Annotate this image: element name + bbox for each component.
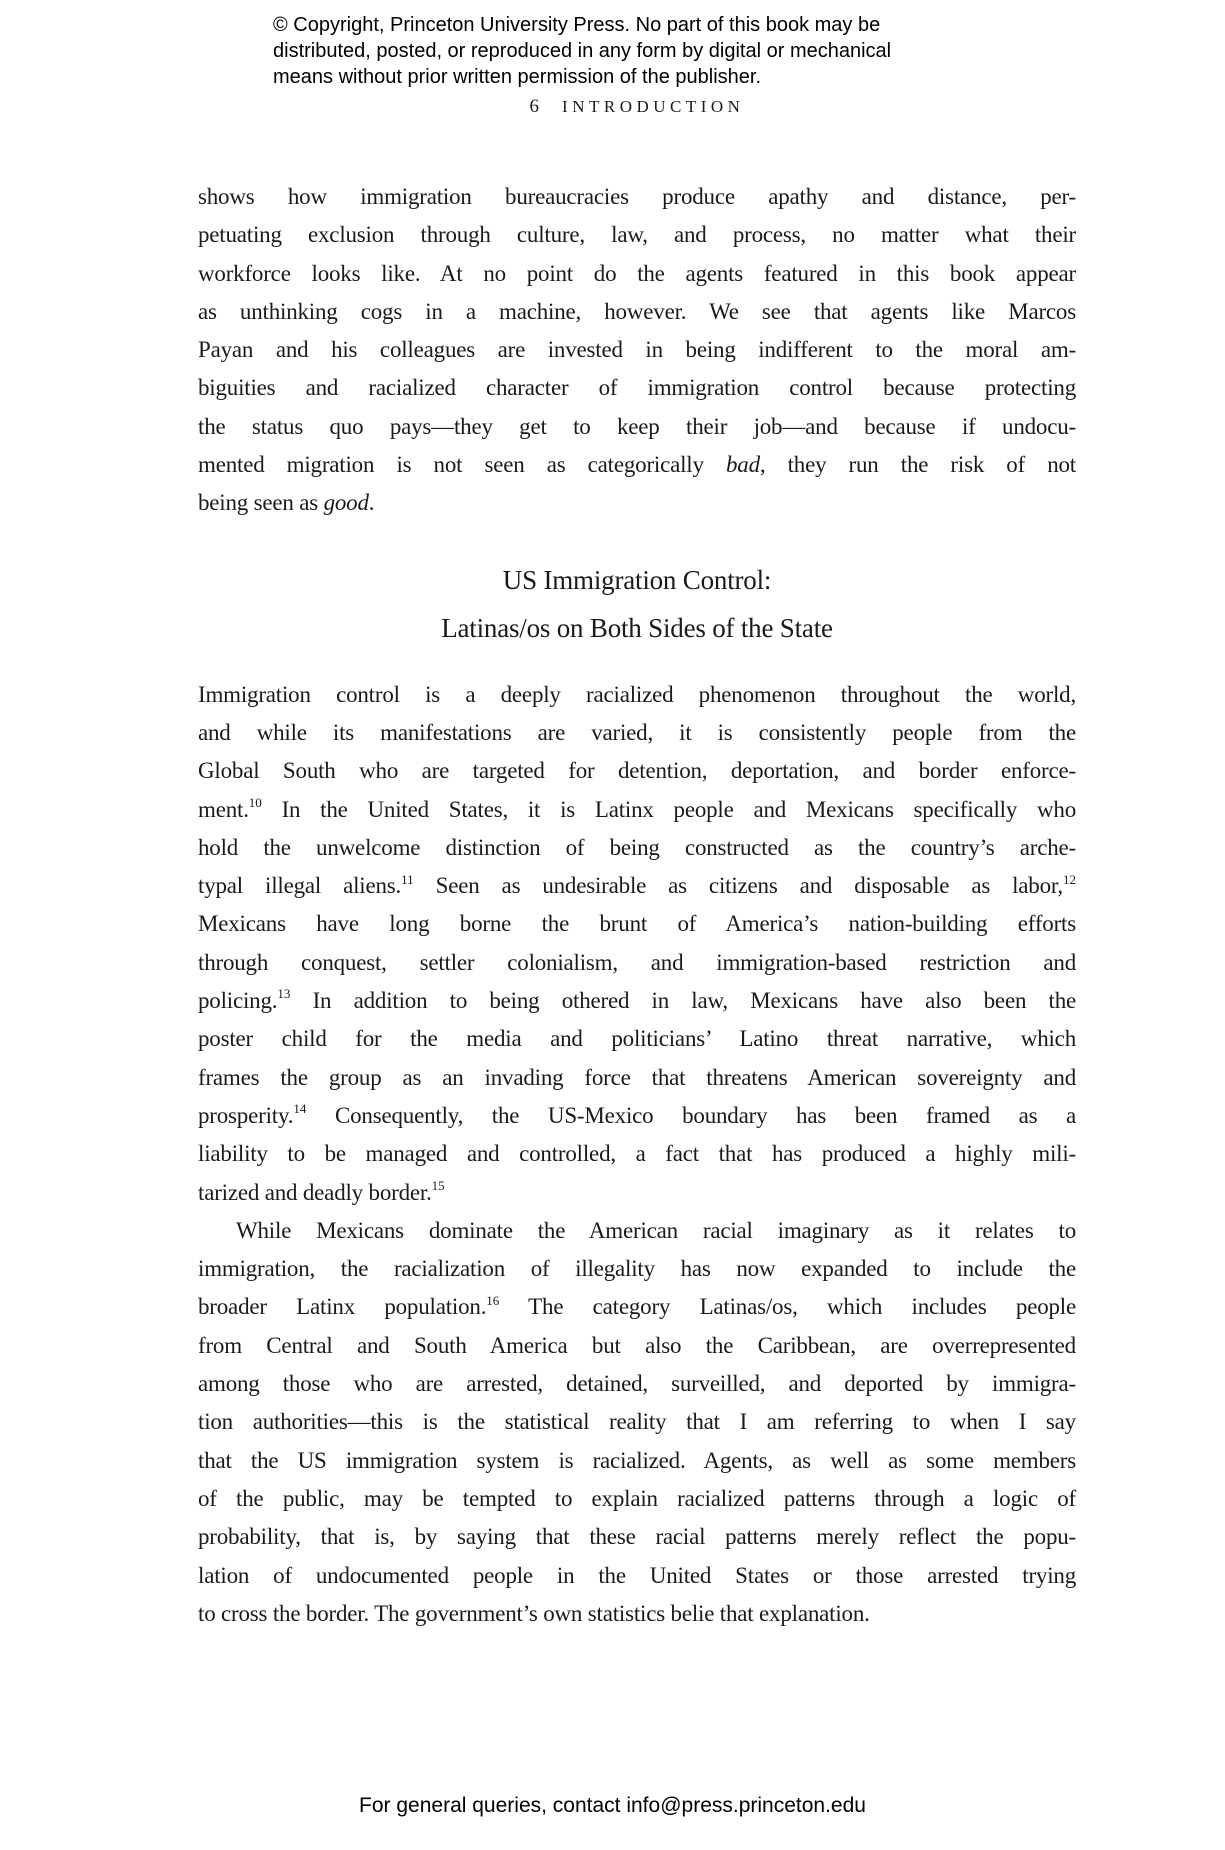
text-run: and while its manifestations are varied, it is consistently people from the xyxy=(198,719,1076,745)
text-line xyxy=(198,982,1076,1020)
page-footer: For general queries, contact info@press.princeton.edu xyxy=(359,1794,866,1817)
text-run: that the US immigration system is racialized. Agents, as well as some members xyxy=(198,1447,1076,1473)
text-run: frames the group as an invading force that threatens American sovereignty and xyxy=(198,1064,1076,1090)
paragraph xyxy=(198,676,1076,1212)
running-head xyxy=(198,96,1076,118)
text-run: mented migration is not seen as categorically xyxy=(198,452,726,478)
text-run: among those who are arrested, detained, surveilled, and deported by immigra- xyxy=(198,1371,1076,1397)
footnote-ref: 16 xyxy=(486,1292,500,1308)
text-run: probability, that is, by saying that these racial patterns merely reflect the popu- xyxy=(198,1524,1076,1550)
text-run: In the United States, it is Latinx people and Mexicans specifically who xyxy=(261,796,1076,822)
text-line xyxy=(198,446,1076,484)
text-run: Seen as undesirable as citizens and disposable as labor, xyxy=(413,873,1063,899)
text-line xyxy=(198,905,1076,943)
section-heading xyxy=(198,556,1076,652)
text-line xyxy=(198,369,1076,407)
text-run: petuating exclusion through culture, law, and process, no matter what their xyxy=(198,222,1076,248)
text-run: tarized and deadly border. xyxy=(198,1179,432,1205)
text-run: shows how immigration bureaucracies produce apathy and distance, per- xyxy=(198,184,1076,209)
text-run: Payan and his colleagues are invested in being indifferent to the moral am- xyxy=(198,337,1076,363)
copyright-line: distributed, posted, or reproduced in any form by digital or mechanical xyxy=(273,40,892,62)
text-line xyxy=(198,1442,1076,1480)
text-run: . xyxy=(368,490,375,516)
text-run: through conquest, settler colonialism, and immigration-based restriction and xyxy=(198,949,1076,975)
page-number: 6 xyxy=(529,96,541,117)
text-line xyxy=(198,1403,1076,1441)
text-run: liability to be managed and controlled, a fact that has produced a highly mili- xyxy=(198,1141,1076,1167)
text-line xyxy=(198,178,1076,216)
footnote-ref: 13 xyxy=(277,986,291,1002)
text-line xyxy=(198,1480,1076,1518)
text-run: being seen as xyxy=(198,490,324,516)
text-line xyxy=(198,1365,1076,1403)
text-run: typal illegal aliens. xyxy=(198,873,402,899)
text-line xyxy=(198,791,1076,829)
copyright-notice xyxy=(273,12,891,90)
text-line xyxy=(198,1097,1076,1135)
text-run: of the public, may be tempted to explain racialized patterns through a logic of xyxy=(198,1485,1076,1511)
text-line xyxy=(198,216,1076,254)
text-line xyxy=(198,1327,1076,1365)
text-line xyxy=(198,1212,1076,1250)
text-run: tion authorities—this is the statistical reality that I am referring to when I say xyxy=(198,1409,1076,1435)
emphasis-text: bad xyxy=(725,452,760,478)
text-run: Global South who are targeted for detention, deportation, and border enforce- xyxy=(198,758,1076,784)
text-line xyxy=(198,1557,1076,1595)
text-run: hold the unwelcome distinction of being constructed as the country’s arche- xyxy=(198,834,1076,860)
copyright-line: © Copyright, Princeton University Press. No part of this book may be xyxy=(273,14,881,36)
text-line xyxy=(198,293,1076,331)
footnote-ref: 12 xyxy=(1063,871,1076,887)
text-run: to cross the border. The government’s own statistics belie that explanation. xyxy=(198,1600,870,1626)
text-line xyxy=(198,1250,1076,1288)
footnote-ref: 11 xyxy=(401,871,414,887)
footnote-ref: 10 xyxy=(248,794,262,810)
footnote-ref: 14 xyxy=(293,1101,307,1117)
text-line xyxy=(198,867,1076,905)
text-run: as unthinking cogs in a machine, however. We see that agents like Marcos xyxy=(198,298,1076,324)
text-line xyxy=(198,408,1076,446)
text-run: , they run the risk of not xyxy=(759,452,1076,478)
copyright-line: means without prior written permission of the publisher. xyxy=(273,66,762,88)
text-run: from Central and South America but also the Caribbean, are overrepresented xyxy=(198,1332,1076,1358)
text-run: broader Latinx population. xyxy=(198,1294,487,1320)
text-run: policing. xyxy=(198,988,278,1014)
emphasis-text: good xyxy=(323,490,369,516)
text-line xyxy=(198,1518,1076,1556)
text-run: lation of undocumented people in the United States or those arrested trying xyxy=(198,1562,1076,1588)
text-run: the status quo pays—they get to keep their job—and because if undocu- xyxy=(198,413,1076,439)
text-line xyxy=(198,255,1076,293)
text-run: In addition to being othered in law, Mexicans have also been the xyxy=(290,988,1076,1014)
text-line xyxy=(198,1135,1076,1173)
text-run: The category Latinas/os, which includes people xyxy=(499,1294,1076,1320)
paragraph xyxy=(198,178,1076,523)
text-line xyxy=(198,1020,1076,1058)
text-line xyxy=(198,1059,1076,1097)
text-run: Immigration control is a deeply racialized phenomenon throughout the world, xyxy=(198,681,1076,707)
text-run: While Mexicans dominate the American racial imaginary as it relates to xyxy=(236,1217,1076,1243)
text-run: biguities and racialized character of immigration control because protecting xyxy=(198,375,1076,401)
text-line xyxy=(198,829,1076,867)
running-head-title: INTRODUCTION xyxy=(562,97,745,116)
text-run: Consequently, the US-Mexico boundary has been framed as a xyxy=(306,1102,1076,1128)
text-line xyxy=(198,714,1076,752)
text-run: Mexicans have long borne the brunt of America’s nation-building efforts xyxy=(198,911,1076,937)
text-line xyxy=(198,1595,1076,1633)
text-run: immigration, the racialization of illegality has now expanded to include the xyxy=(198,1256,1076,1282)
section-heading-line: US Immigration Control: xyxy=(502,564,772,595)
text-line xyxy=(198,1174,1076,1212)
text-run: ment. xyxy=(198,796,249,822)
text-line xyxy=(198,944,1076,982)
text-line xyxy=(198,331,1076,369)
paragraph xyxy=(198,1212,1076,1633)
text-run: prosperity. xyxy=(198,1102,294,1128)
footnote-ref: 15 xyxy=(431,1177,445,1193)
text-column xyxy=(198,178,1076,1633)
section-heading-line: Latinas/os on Both Sides of the State xyxy=(441,612,833,643)
text-line xyxy=(198,752,1076,790)
text-line xyxy=(198,484,1076,522)
text-line xyxy=(198,1288,1076,1326)
text-run: poster child for the media and politicians’ Latino threat narrative, which xyxy=(198,1026,1076,1052)
text-line xyxy=(198,676,1076,714)
text-run: workforce looks like. At no point do the agents featured in this book appear xyxy=(198,260,1076,286)
